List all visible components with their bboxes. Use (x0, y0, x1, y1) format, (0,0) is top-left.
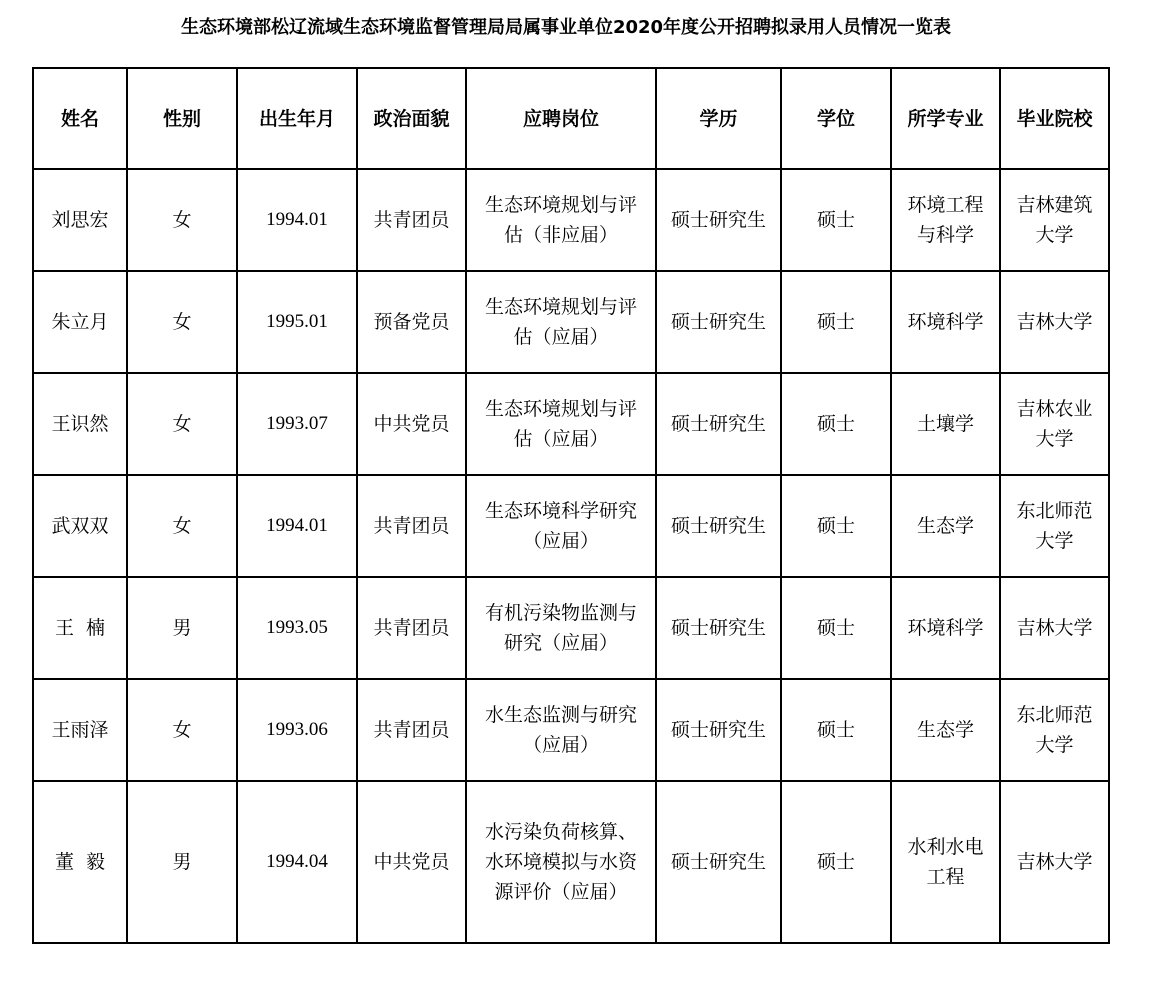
cell-political: 共青团员 (357, 577, 466, 679)
cell-degree: 硕士 (781, 577, 891, 679)
column-header-name: 姓名 (33, 68, 127, 169)
cell-gender: 女 (127, 169, 237, 271)
cell-degree: 硕士 (781, 373, 891, 475)
cell-school: 吉林建筑大学 (1000, 169, 1109, 271)
cell-education: 硕士研究生 (656, 373, 781, 475)
cell-birth: 1994.01 (237, 475, 357, 577)
cell-birth: 1995.01 (237, 271, 357, 373)
table-row (33, 271, 1109, 373)
column-header-position: 应聘岗位 (466, 68, 656, 169)
cell-education: 硕士研究生 (656, 169, 781, 271)
cell-major: 环境科学 (891, 577, 1000, 679)
column-header-education: 学历 (656, 68, 781, 169)
cell-position: 有机污染物监测与研究（应届） (466, 577, 656, 679)
cell-education: 硕士研究生 (656, 475, 781, 577)
cell-education: 硕士研究生 (656, 271, 781, 373)
cell-degree: 硕士 (781, 169, 891, 271)
column-header-gender: 性别 (127, 68, 237, 169)
table-row (33, 475, 1109, 577)
table-row (33, 577, 1109, 679)
cell-education: 硕士研究生 (656, 781, 781, 943)
cell-degree: 硕士 (781, 271, 891, 373)
cell-gender: 男 (127, 781, 237, 943)
column-header-political: 政治面貌 (357, 68, 466, 169)
cell-name: 王 楠 (33, 577, 127, 679)
cell-birth: 1993.05 (237, 577, 357, 679)
cell-school: 吉林大学 (1000, 271, 1109, 373)
cell-political: 中共党员 (357, 781, 466, 943)
cell-major: 水利水电工程 (891, 781, 1000, 943)
cell-gender: 女 (127, 679, 237, 781)
cell-birth: 1994.04 (237, 781, 357, 943)
cell-political: 共青团员 (357, 679, 466, 781)
cell-degree: 硕士 (781, 475, 891, 577)
cell-political: 中共党员 (357, 373, 466, 475)
cell-education: 硕士研究生 (656, 679, 781, 781)
table-header-row (33, 68, 1109, 169)
column-header-school: 毕业院校 (1000, 68, 1109, 169)
cell-political: 预备党员 (357, 271, 466, 373)
cell-major: 环境工程与科学 (891, 169, 1000, 271)
table-row (33, 169, 1109, 271)
cell-name: 王雨泽 (33, 679, 127, 781)
cell-political: 共青团员 (357, 475, 466, 577)
cell-degree: 硕士 (781, 679, 891, 781)
cell-school: 吉林大学 (1000, 781, 1109, 943)
cell-position: 生态环境规划与评估（应届） (466, 373, 656, 475)
cell-position: 水生态监测与研究（应届） (466, 679, 656, 781)
column-header-degree: 学位 (781, 68, 891, 169)
cell-position: 水污染负荷核算、水环境模拟与水资源评价（应届） (466, 781, 656, 943)
cell-gender: 女 (127, 373, 237, 475)
cell-position: 生态环境规划与评估（应届） (466, 271, 656, 373)
cell-position: 生态环境科学研究（应届） (466, 475, 656, 577)
cell-political: 共青团员 (357, 169, 466, 271)
cell-school: 东北师范大学 (1000, 475, 1109, 577)
cell-education: 硕士研究生 (656, 577, 781, 679)
cell-gender: 女 (127, 475, 237, 577)
cell-name: 朱立月 (33, 271, 127, 373)
cell-gender: 女 (127, 271, 237, 373)
cell-name: 武双双 (33, 475, 127, 577)
cell-major: 生态学 (891, 475, 1000, 577)
cell-birth: 1994.01 (237, 169, 357, 271)
recruitment-table (32, 67, 1110, 944)
cell-degree: 硕士 (781, 781, 891, 943)
cell-name: 王识然 (33, 373, 127, 475)
cell-school: 吉林大学 (1000, 577, 1109, 679)
cell-position: 生态环境规划与评估（非应届） (466, 169, 656, 271)
cell-school: 东北师范大学 (1000, 679, 1109, 781)
cell-school: 吉林农业大学 (1000, 373, 1109, 475)
column-header-major: 所学专业 (891, 68, 1000, 169)
cell-major: 土壤学 (891, 373, 1000, 475)
page-title: 生态环境部松辽流域生态环境监督管理局局属事业单位2020年度公开招聘拟录用人员情况一览表 (180, 17, 952, 38)
column-header-birth: 出生年月 (237, 68, 357, 169)
cell-name: 董 毅 (33, 781, 127, 943)
table-row (33, 373, 1109, 475)
table-row (33, 781, 1109, 943)
cell-birth: 1993.06 (237, 679, 357, 781)
cell-gender: 男 (127, 577, 237, 679)
cell-name: 刘思宏 (33, 169, 127, 271)
cell-major: 环境科学 (891, 271, 1000, 373)
cell-major: 生态学 (891, 679, 1000, 781)
cell-birth: 1993.07 (237, 373, 357, 475)
table-row (33, 679, 1109, 781)
